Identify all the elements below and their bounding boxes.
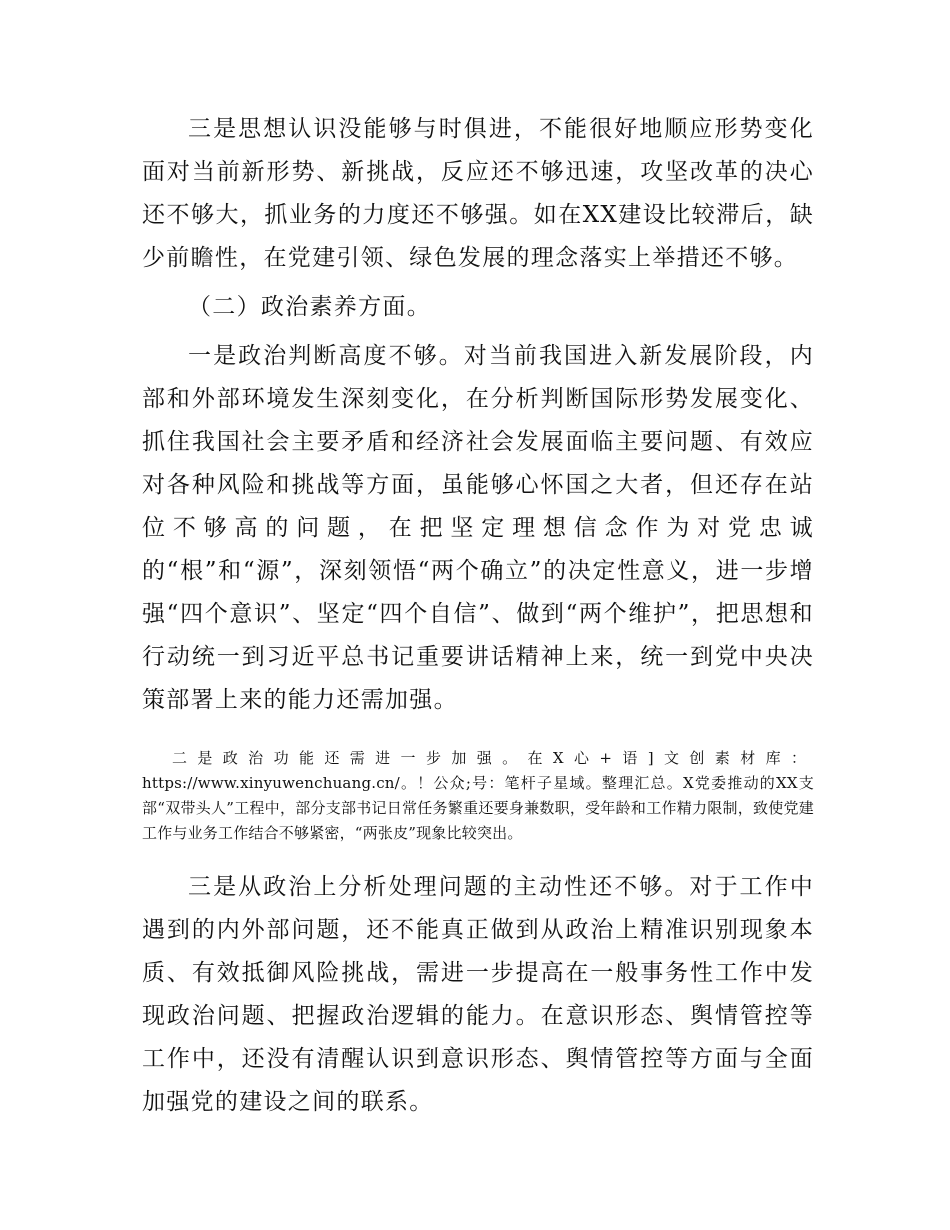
paragraph-political-function-lead: 二是政治功能还需进一步加强。在X心+语]文创素材库： bbox=[172, 749, 814, 767]
section-heading-political-literacy: （二）政治素养方面。 bbox=[188, 294, 431, 320]
paragraph-thinking-awareness: 三是思想认识没能够与时俱进，不能很好地顺应形势变化面对当前新形势、新挑战，反应还不够迅速，攻坚改革的决心还不够大，抓业务的力度还不够强。如在XX建设比较滞后，缺少前瞻性，在党建引领、绿色发展的理念落实上举措还不够。 bbox=[142, 116, 814, 271]
paragraph-political-function-rest: https://www.xinyuwenchuang.cn/。！公众;号：笔杆子星域。整理汇总。X党委推动的XX支部“双带头人”工程中，部分支部书记日常任务繁重还要身兼数职，受年龄和工作精力限制，致使党建工作与业务工作结合不够紧密，“两张皮”现象比较突出。 bbox=[142, 774, 814, 842]
paragraph-political-judgment: 一是政治判断高度不够。对当前我国进入新发展阶段，内部和外部环境发生深刻变化，在分析判断国际形势发展变化、抓住我国社会主要矛盾和经济社会发展面临主要问题、有效应对各种风险和挑战等方面，虽能够心怀国之大者，但还存在站位不够高的问题，在把坚定理想信念作为对党忠诚的“根”和“源”，深刻领悟“两个确立”的决定性意义，进一步增强“四个意识”、坚定“四个自信”、做到“两个维护”，把思想和行动统一到习近平总书记重要讲话精神上来，统一到党中央决策部署上来的能力还需加强。 bbox=[142, 343, 814, 713]
paragraph-political-function bbox=[142, 746, 814, 846]
paragraph-political-initiative: 三是从政治上分析处理问题的主动性还不够。对于工作中遇到的内外部问题，还不能真正做到从政治上精准识别现象本质、有效抵御风险挑战，需进一步提高在一般事务性工作中发现政治问题、把握政治逻辑的能力。在意识形态、舆情管控等工作中，还没有清醒认识到意识形态、舆情管控等方面与全面加强党的建设之间的联系。 bbox=[142, 874, 814, 1115]
document-body bbox=[142, 108, 814, 1124]
